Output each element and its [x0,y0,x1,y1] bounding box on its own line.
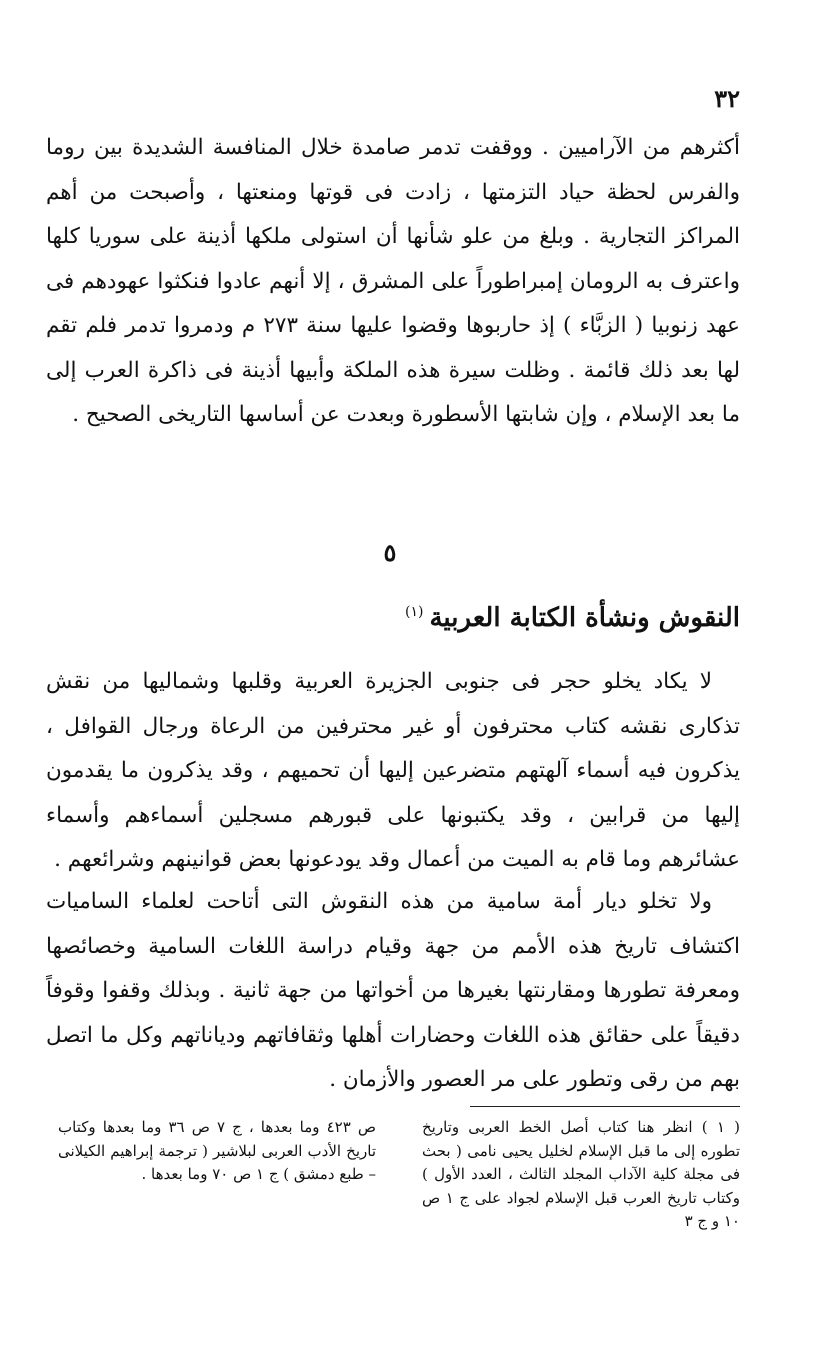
paragraph-inscriptions: لا يكاد يخلو حجر فى جنوبى الجزيرة العربية وقلبها وشماليها من نقش تذكارى نقشه كتاب محترفون أو غير محترفين من الرعاة ورجال القوافل ، يذكرون فيه أسماء آلهتهم متضرعين إليها أن تحميهم ، وقد يذكرون ما يقدمون إليها من قرابين ، وقد يكتبونها على قبورهم مسجلين أسماءهم وأسماء عشائرهم وما قام به الميت من أعمال وقد يودعونها بعض قوانينهم وشرائعهم . [46,669,740,872]
paragraph-palmyra: أكثرهم من الآراميين . ووقفت تدمر صامدة خلال المنافسة الشديدة بين روما والفرس لحظة حياد التزمتها ، زادت فى قوتها ومنعتها ، وأصبحت من أهم المراكز التجارية . وبلغ من علو شأنها أن استولى ملكها أذينة على سوريا كلها واعترف به الرومان إمبراطوراً على المشرق ، إلا أنهم عادوا فنكثوا عهودهم فى عهد زنوبيا ( الزبَّاء ) إذ حاربوها وقضوا عليها سنة ٢٧٣ م ودمروا تدمر فلم تقم لها بعد ذلك قائمة . وظلت سيرة هذه الملكة وأبيها أذينة فى ذاكرة العرب إلى ما بعد الإسلام ، وإن شابتها الأسطورة وبعدت عن أساسها التاريخى الصحيح . [46,135,741,427]
page-number: ٣٢ [714,84,740,113]
footnote-column-right: ( ١ ) انظر هنا كتاب أصل الخط العربى وتاريخ تطوره إلى ما قبل الإسلام لخليل يحيى نامى ( بحث فى مجلة كلية الآداب المجلد الثالث ، العدد الأول ) وكتاب تاريخ العرب قبل الإسلام لجواد على ج ١ ص ١٠ و ج ٣ [422,1118,741,1230]
section-heading [405,603,740,633]
section-number: ٥ [383,538,397,567]
section-heading-text: النقوش ونشأة الكتابة العربية [429,603,740,633]
footnote-divider [470,1106,740,1107]
paragraph-semitic-studies: ولا تخلو ديار أمة سامية من هذه النقوش التى أتاحت لعلماء الساميات اكتشاف تاريخ هذه الأمم من جهة وقيام دراسة اللغات السامية وخصائصها ومعرفة تطورها ومقارنتها بغيرها من أخواتها من جهة ثانية . وبذلك وقفوا وقوفاً دقيقاً على حقائق هذه اللغات وحضارات أهلها وثقافاتهم ودياناتهم وكل ما اتصل بهم من رقى وتطور على مر العصور والأزمان . [46,889,740,1092]
footnote-column-left: ص ٤٢٣ وما بعدها ، ج ٧ ص ٣٦ وما بعدها وكتاب تاريخ الأدب العربى لبلاشير ( ترجمة إبراهيم الكيلانى – طبع دمشق ) ج ١ ص ٧٠ وما بعدها . [58,1118,377,1183]
footnote-reference: (١) [405,604,424,621]
